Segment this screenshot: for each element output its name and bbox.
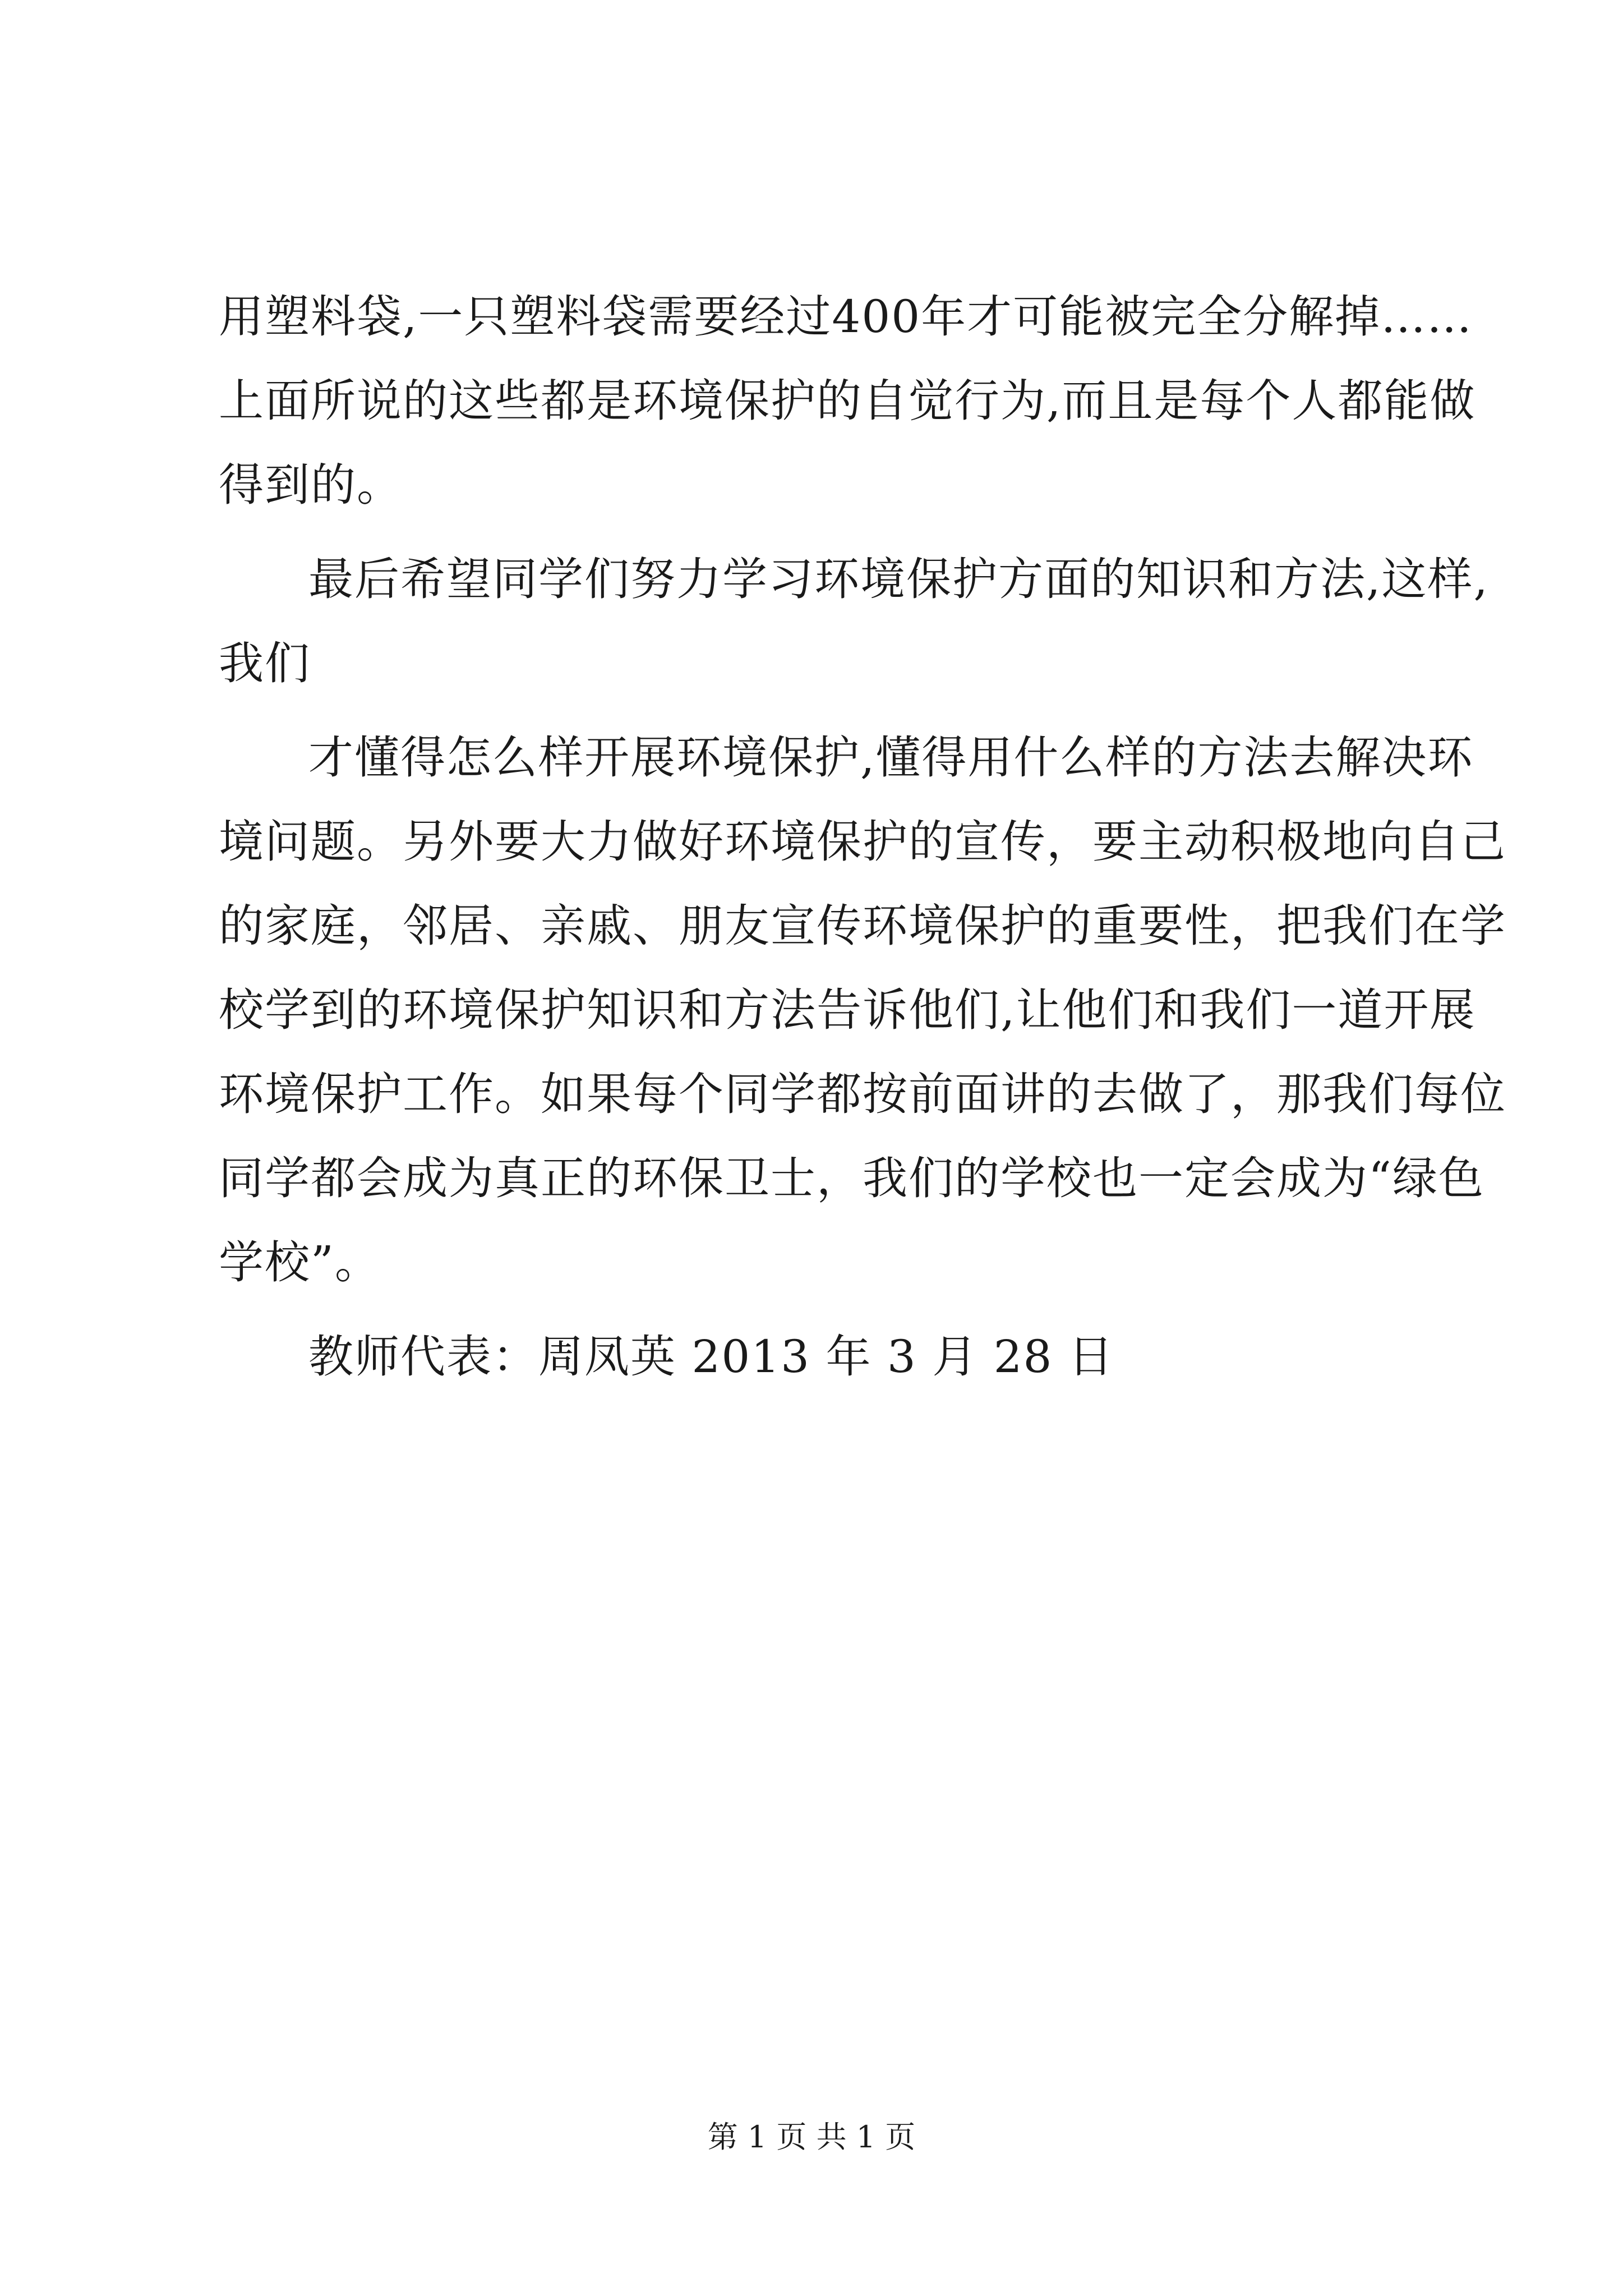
text-line: 得到的。 [219,459,403,511]
signature-line: 教师代表：周凤英 2013 年 3 月 28 日 [308,1331,1114,1383]
paragraph [219,537,1489,706]
paragraph [219,716,1506,1305]
text-line: 校学到的环境保护知识和方法告诉他们,让他们和我们一道开展 [219,984,1476,1036]
text-line: 上面所说的这些都是环境保护的自觉行为,而且是每个人都能做 [219,375,1476,427]
page-footer [0,2118,1623,2157]
paragraph [219,275,1476,527]
text-line: 用塑料袋,一只塑料袋需要经过400年才可能被完全分解掉…… [219,291,1473,343]
signature-paragraph [219,1315,1419,1399]
text-line: 我们 [219,637,311,689]
text-line: 同学都会成为真正的环保卫士，我们的学校也一定会成为“绿色 [219,1152,1484,1204]
text-line: 学校”。 [219,1236,381,1289]
document-body [219,275,1506,1399]
text-line: 环境保护工作。如果每个同学都按前面讲的去做了，那我们每位 [219,1068,1506,1120]
page-number-label: 第 1 页 共 1 页 [707,2119,916,2155]
text-line: 境问题。另外要大力做好环境保护的宣传，要主动积极地向自己 [219,816,1506,868]
text-line: 才懂得怎么样开展环境保护,懂得用什么样的方法去解决环 [308,731,1474,784]
text-line: 的家庭，邻居、亲戚、朋友宣传环境保护的重要性，把我们在学 [219,900,1506,952]
text-line: 最后希望同学们努力学习环境保护方面的知识和方法,这样, [308,553,1489,605]
